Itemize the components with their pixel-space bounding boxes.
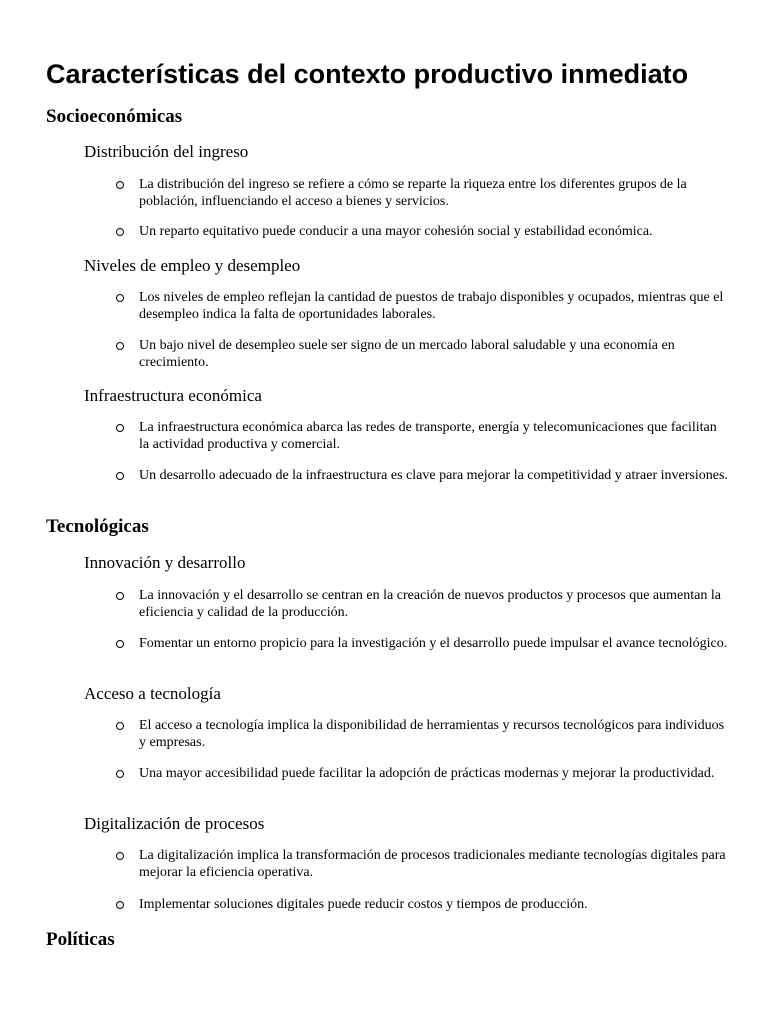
bullet-circle-icon bbox=[116, 722, 124, 730]
subsection-heading-acceso: Acceso a tecnología bbox=[84, 684, 221, 703]
bullet-circle-icon bbox=[116, 640, 124, 648]
section-heading-tecnologicas: Tecnológicas bbox=[46, 516, 149, 537]
bullet-circle-icon bbox=[116, 424, 124, 432]
bullet-item: La digitalización implica la transformación de procesos tradicionales mediante tecnologías digitales para mejorar la eficiencia operativa. bbox=[139, 848, 726, 880]
bullet-circle-icon bbox=[116, 181, 124, 189]
bullet-circle-icon bbox=[116, 770, 124, 778]
bullet-item: Un bajo nivel de desempleo suele ser signo de un mercado laboral saludable y una economía en crecimiento. bbox=[139, 338, 675, 370]
bullet-item: La infraestructura económica abarca las redes de transporte, energía y telecomunicaciones que facilitan la actividad productiva y comercial. bbox=[139, 420, 717, 452]
bullet-item: Fomentar un entorno propicio para la investigación y el desarrollo puede impulsar el avance tecnológico. bbox=[139, 636, 728, 651]
bullet-item: Implementar soluciones digitales puede reducir costos y tiempos de producción. bbox=[139, 897, 588, 912]
bullet-item: Un desarrollo adecuado de la infraestructura es clave para mejorar la competitividad y atraer inversiones. bbox=[139, 468, 728, 483]
bullet-circle-icon bbox=[116, 592, 124, 600]
bullet-circle-icon bbox=[116, 342, 124, 350]
bullet-item: Un reparto equitativo puede conducir a una mayor cohesión social y estabilidad económica. bbox=[139, 224, 653, 239]
subsection-heading-distribucion: Distribución del ingreso bbox=[84, 142, 249, 161]
bullet-circle-icon bbox=[116, 472, 124, 480]
subsection-heading-infraestructura: Infraestructura económica bbox=[84, 386, 262, 405]
bullet-circle-icon bbox=[116, 852, 124, 860]
bullet-circle-icon bbox=[116, 901, 124, 909]
bullet-circle-icon bbox=[116, 228, 124, 236]
section-heading-socioeconomicas: Socioeconómicas bbox=[46, 106, 183, 127]
bullet-circle-icon bbox=[116, 294, 124, 302]
subsection-heading-empleo: Niveles de empleo y desempleo bbox=[84, 256, 301, 275]
bullet-item: La distribución del ingreso se refiere a cómo se reparte la riqueza entre los diferentes grupos de la población, influenciando el acceso a bienes y servicios. bbox=[139, 177, 687, 209]
bullet-item: La innovación y el desarrollo se centran en la creación de nuevos productos y procesos que aumentan la eficiencia y calidad de la producción. bbox=[139, 588, 721, 620]
section-heading-politicas: Políticas bbox=[46, 929, 115, 950]
page-title: Características del contexto productivo inmediato bbox=[46, 59, 689, 89]
bullet-item: Los niveles de empleo reflejan la cantidad de puestos de trabajo disponibles y ocupados, mientras que el desempleo indica la falta de oportunidades laborales. bbox=[139, 290, 724, 322]
subsection-heading-innovacion: Innovación y desarrollo bbox=[84, 553, 246, 572]
bullet-item: El acceso a tecnología implica la disponibilidad de herramientas y recursos tecnológicos para individuos y empresas. bbox=[139, 718, 725, 750]
bullet-item: Una mayor accesibilidad puede facilitar la adopción de prácticas modernas y mejorar la productividad. bbox=[139, 766, 715, 781]
subsection-heading-digitalizacion: Digitalización de procesos bbox=[84, 814, 265, 833]
